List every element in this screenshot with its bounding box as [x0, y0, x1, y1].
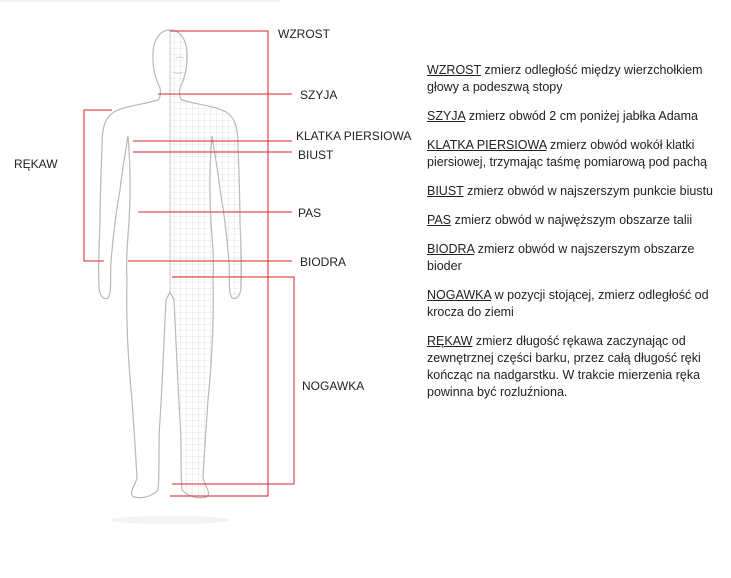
legend-desc: zmierz długość rękawa zaczynając od zewnętrznej części barku, przez całą długość ręki kończąc na nadgarstku. W trakcie mierzenia ręka powinna być rozluźniona. — [427, 334, 701, 399]
legend-term: SZYJA — [427, 109, 466, 123]
legend-term: BIODRA — [427, 242, 475, 256]
label-rekaw: RĘKAW — [14, 157, 58, 171]
label-szyja: SZYJA — [300, 88, 338, 102]
legend-term: NOGAWKA — [427, 288, 492, 302]
legend-item-szyja — [427, 108, 719, 125]
legend-item-biodra — [427, 241, 719, 275]
label-pas: PAS — [298, 206, 322, 220]
measurement-legend — [427, 62, 719, 413]
legend-term: KLATKA PIERSIOWA — [427, 138, 547, 152]
label-klatka-piersiowa: KLATKA PIERSIOWA — [296, 129, 412, 143]
label-nogawka: NOGAWKA — [302, 379, 365, 393]
legend-item-klatka-piersiowa — [427, 137, 719, 171]
legend-desc: w pozycji stojącej, zmierz odległość od krocza do ziemi — [427, 288, 709, 319]
legend-item-biust — [427, 183, 719, 200]
label-biust: BIUST — [298, 148, 334, 162]
legend-desc: zmierz obwód 2 cm poniżej jabłka Adama — [465, 109, 698, 123]
legend-term: BIUST — [427, 184, 464, 198]
legend-term: WZROST — [427, 63, 481, 77]
top-divider — [0, 0, 280, 2]
legend-desc: zmierz obwód w najwęższym obszarze talii — [451, 213, 693, 227]
legend-item-wzrost — [427, 62, 719, 96]
legend-desc: zmierz odległość między wierzchołkiem głowy a podeszwą stopy — [427, 63, 703, 94]
legend-term: RĘKAW — [427, 334, 473, 348]
legend-desc: zmierz obwód wokół klatki piersiowej, trzymając taśmę pomiarową pod pachą — [427, 138, 707, 169]
legend-item-nogawka — [427, 287, 719, 321]
label-wzrost: WZROST — [278, 27, 330, 41]
legend-desc: zmierz obwód w najszerszym obszarze bioder — [427, 242, 695, 273]
legend-item-rekaw — [427, 333, 719, 401]
legend-desc: zmierz obwód w najszerszym punkcie biustu — [463, 184, 713, 198]
label-biodra: BIODRA — [300, 255, 347, 269]
legend-item-pas — [427, 212, 719, 229]
legend-term: PAS — [427, 213, 452, 227]
